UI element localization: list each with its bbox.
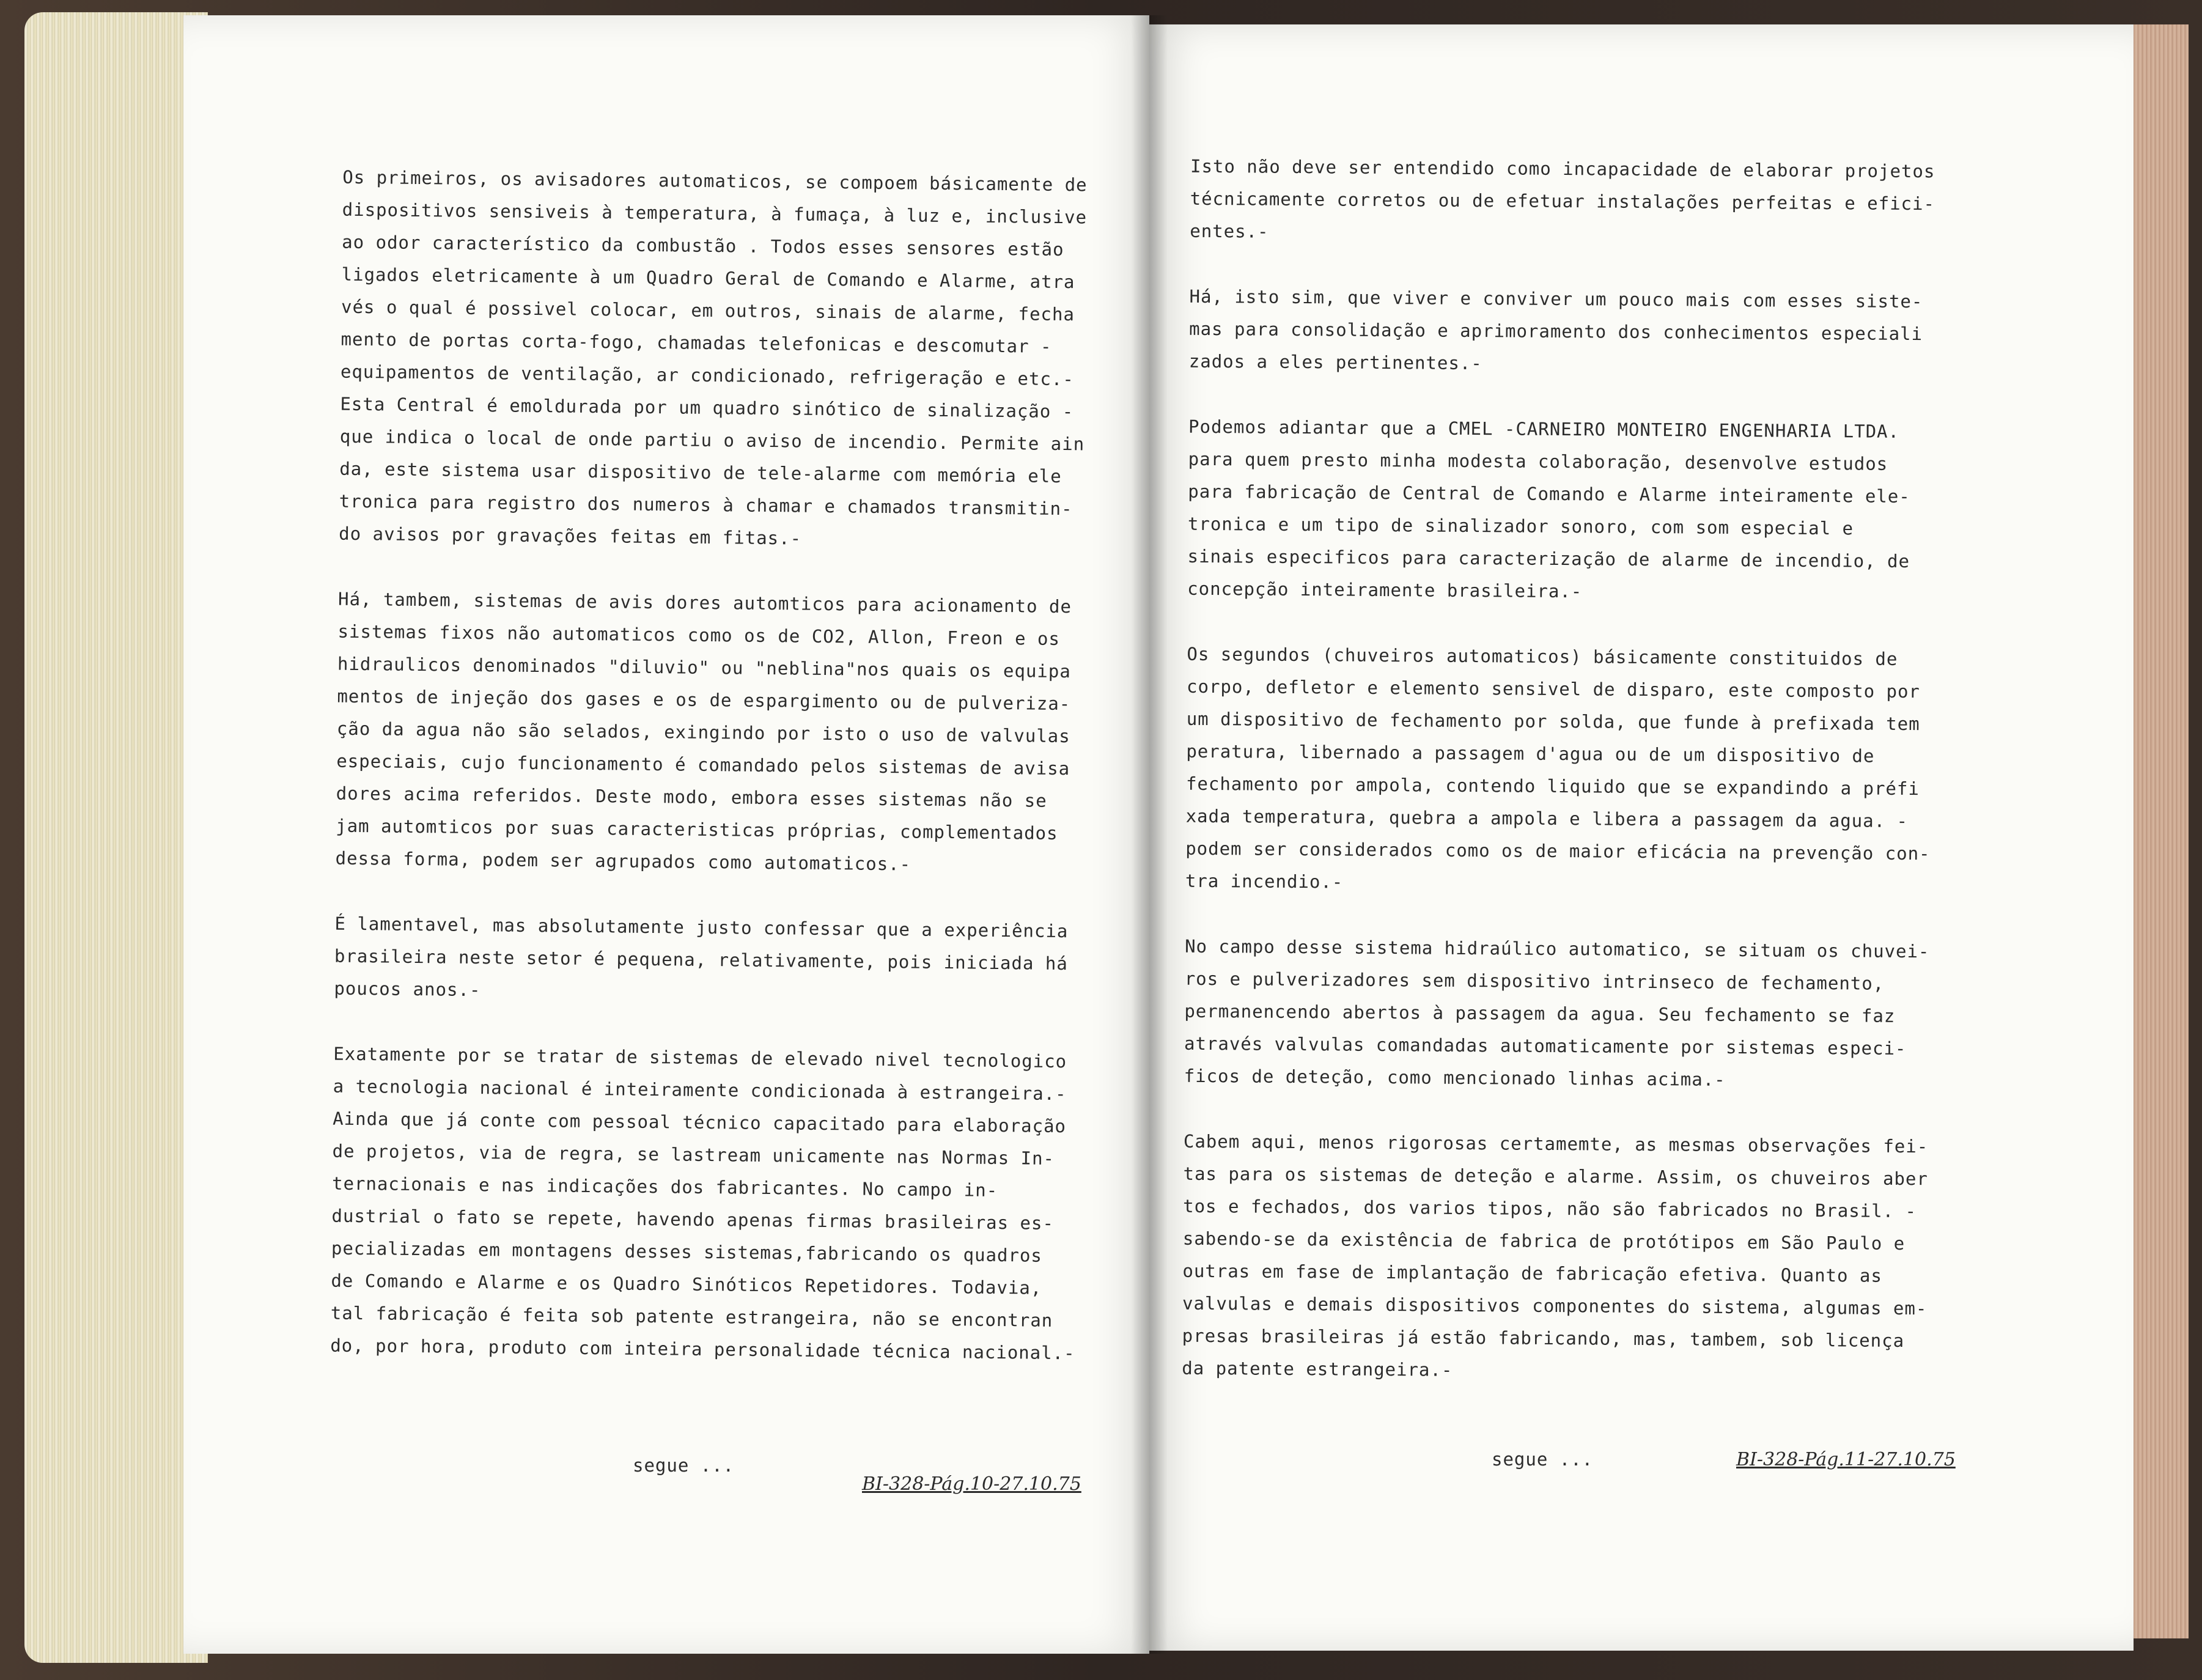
- text-line: ao odor característico da combustão . Todos esses sensores estão: [342, 231, 1064, 260]
- text-line: brasileira neste setor é pequena, relativamente, pois iniciada há: [334, 945, 1068, 974]
- paragraph: [330, 1038, 1078, 1370]
- left-footer-segue: segue ...: [633, 1455, 735, 1476]
- book-page-edges-left: [24, 12, 208, 1663]
- text-line: É lamentavel, mas absolutamente justo confessar que a experiência: [334, 913, 1069, 942]
- text-line: que indica o local de onde partiu o aviso de incendio. Permite ain: [339, 426, 1085, 455]
- text-line: tra incendio.-: [1185, 870, 1344, 893]
- text-line: tas para os sistemas de deteção e alarme. Assim, os chuveiros aber: [1183, 1163, 1928, 1190]
- text-line: sinais especificos para caracterização de alarme de incendio, de: [1187, 545, 1910, 572]
- right-footer-reference: BI-328-Pág.11-27.10.75: [1736, 1449, 1956, 1470]
- paragraph: [1184, 930, 1929, 1097]
- text-line: podem ser considerados como os de maior eficácia na prevenção con-: [1185, 838, 1931, 864]
- text-line: do avisos por gravações feitas em fitas.-: [339, 523, 802, 549]
- text-line: um dispositivo de fechamento por solda, que funde à prefixada tem: [1186, 708, 1920, 735]
- paragraph: [335, 583, 1083, 883]
- text-line: tal fabricação é feita sob patente estrangeira, não se encontran: [330, 1302, 1053, 1331]
- text-line: permanencendo abertos à passagem da agua. Seu fechamento se faz: [1184, 1000, 1896, 1026]
- text-line: dessa forma, podem ser agrupados como automaticos.-: [335, 847, 911, 875]
- text-line: sabendo-se da existência de fabrica de protótipos em São Paulo e: [1182, 1228, 1906, 1254]
- text-line: zados a eles pertinentes.-: [1188, 350, 1482, 374]
- text-line: da, este sistema usar dispositivo de tele-alarme com memória ele: [339, 458, 1062, 487]
- right-page-body: [1182, 150, 1935, 1423]
- paragraph: [1185, 638, 1932, 902]
- text-line: Isto não deve ser entendido como incapacidade de elaborar projetos: [1190, 155, 1935, 182]
- paragraph: [1189, 281, 1934, 383]
- text-line: No campo desse sistema hidraúlico automatico, se situam os chuvei-: [1185, 935, 1930, 962]
- text-line: tronica para registro dos numeros à chamar e chamados transmitin-: [339, 490, 1073, 520]
- right-page: [1149, 24, 2134, 1651]
- text-line: dispositivos sensiveis à temperatura, à fumaça, à luz e, inclusive: [342, 199, 1088, 228]
- text-line: Os primeiros, os avisadores automaticos, se compoem básicamente de: [342, 166, 1088, 196]
- text-line: presas brasileiras já estão fabricando, mas, tambem, sob licença: [1182, 1325, 1905, 1351]
- text-line: para quem presto minha modesta colaboração, desenvolve estudos: [1188, 448, 1888, 474]
- text-line: Cabem aqui, menos rigorosas certamemte, as mesmas observações fei-: [1183, 1130, 1929, 1157]
- text-line: equipamentos de ventilação, ar condicionado, refrigeração e etc.-: [340, 361, 1074, 390]
- text-line: através valvulas comandadas automaticamente por sistemas especi-: [1184, 1033, 1907, 1059]
- text-line: hidraulicos denominados "diluvio" ou "neblina"nos quais os equipa: [337, 653, 1071, 682]
- text-line: xada temperatura, quebra a ampola e libera a passagem da agua. -: [1185, 805, 1909, 831]
- paragraph: [1182, 1126, 1928, 1390]
- paragraph: [1187, 411, 1934, 610]
- text-line: corpo, defletor e elemento sensivel de disparo, este composto por: [1187, 676, 1921, 702]
- text-line: mento de portas corta-fogo, chamadas telefonicas e descomutar -: [341, 328, 1052, 357]
- text-line: de projetos, via de regra, se lastream unicamente nas Normas In-: [332, 1140, 1055, 1169]
- text-line: tronica e um tipo de sinalizador sonoro, com som especial e: [1187, 513, 1854, 539]
- text-line: do, por hora, produto com inteira personalidade técnica nacional.-: [330, 1335, 1075, 1364]
- book-gutter: [1131, 15, 1168, 1654]
- text-line: entes.-: [1190, 220, 1269, 242]
- text-line: Esta Central é emoldurada por um quadro sinótico de sinalização -: [340, 393, 1074, 422]
- text-line: ternacionais e nas indicações dos fabricantes. No campo in-: [331, 1173, 998, 1201]
- text-line: para fabricação de Central de Comando e Alarme inteiramente ele-: [1188, 481, 1910, 507]
- text-line: de Comando e Alarme e os Quadro Sinóticos Repetidores. Todavia,: [331, 1270, 1042, 1299]
- left-page-body: [330, 161, 1087, 1403]
- text-line: concepção inteiramente brasileira.-: [1187, 578, 1583, 602]
- text-line: Podemos adiantar que a CMEL -CARNEIRO MONTEIRO ENGENHARIA LTDA.: [1188, 416, 1900, 442]
- right-footer-segue: segue ...: [1492, 1449, 1594, 1470]
- left-footer-reference: BI-328-Pág.10-27.10.75: [862, 1473, 1081, 1495]
- text-line: peratura, libernado a passagem d'agua ou de um dispositivo de: [1186, 740, 1875, 767]
- text-line: especiais, cujo funcionamento é comandado pelos sistemas de avisa: [336, 750, 1070, 779]
- text-line: técnicamente corretos ou de efetuar instalações perfeitas e efici-: [1190, 188, 1935, 215]
- paragraph: [339, 161, 1088, 558]
- text-line: ficos de deteção, como mencionado linhas acima.-: [1184, 1065, 1726, 1090]
- text-line: dustrial o fato se repete, havendo apenas firmas brasileiras es-: [331, 1205, 1055, 1234]
- text-line: Ainda que já conte com pessoal técnico capacitado para elaboração: [333, 1108, 1067, 1137]
- text-line: ção da agua não são selados, exingindo por isto o uso de valvulas: [336, 718, 1070, 747]
- text-line: pecializadas em montagens desses sistemas,fabricando os quadros: [331, 1237, 1043, 1266]
- text-line: mas para consolidação e aprimoramento dos conhecimentos especiali: [1189, 318, 1923, 345]
- text-line: Os segundos (chuveiros automaticos) básicamente constituidos de: [1187, 643, 1898, 669]
- text-line: Exatamente por se tratar de sistemas de elevado nivel tecnologico: [333, 1043, 1067, 1072]
- text-line: fechamento por ampola, contendo liquido que se expandindo a préfi: [1185, 773, 1920, 800]
- paragraph: [334, 908, 1080, 1013]
- text-line: dores acima referidos. Deste modo, embora esses sistemas não se: [336, 783, 1047, 811]
- left-page: [183, 15, 1149, 1654]
- text-line: a tecnologia nacional é inteiramente condicionada à estrangeira.-: [333, 1075, 1067, 1105]
- text-line: vés o qual é possivel colocar, em outros, sinais de alarme, fecha: [341, 296, 1075, 325]
- text-line: sistemas fixos não automaticos como os de CO2, Allon, Freon e os: [337, 621, 1061, 650]
- text-line: Há, tambem, sistemas de avis dores automticos para acionamento de: [337, 588, 1072, 617]
- text-line: tos e fechados, dos varios tipos, não são fabricados no Brasil. -: [1183, 1195, 1917, 1222]
- text-line: ros e pulverizadores sem dispositivo intrinseco de fechamento,: [1184, 968, 1885, 994]
- text-line: Há, isto sim, que viver e conviver um pouco mais com esses siste-: [1189, 286, 1923, 312]
- paragraph: [1190, 150, 1935, 253]
- text-line: jam automticos por suas caracteristicas próprias, complementados: [336, 815, 1058, 844]
- text-line: mentos de injeção dos gases e os de espargimento ou de pulveriza-: [337, 685, 1071, 715]
- text-line: ligados eletricamente à um Quadro Geral de Comando e Alarme, atra: [341, 263, 1075, 293]
- text-line: outras em fase de implantação de fabricação efetiva. Quanto as: [1182, 1260, 1883, 1286]
- text-line: valvulas e demais dispositivos componentes do sistema, algumas em-: [1182, 1292, 1928, 1319]
- text-line: da patente estrangeira.-: [1182, 1357, 1453, 1380]
- text-line: poucos anos.-: [334, 978, 481, 1001]
